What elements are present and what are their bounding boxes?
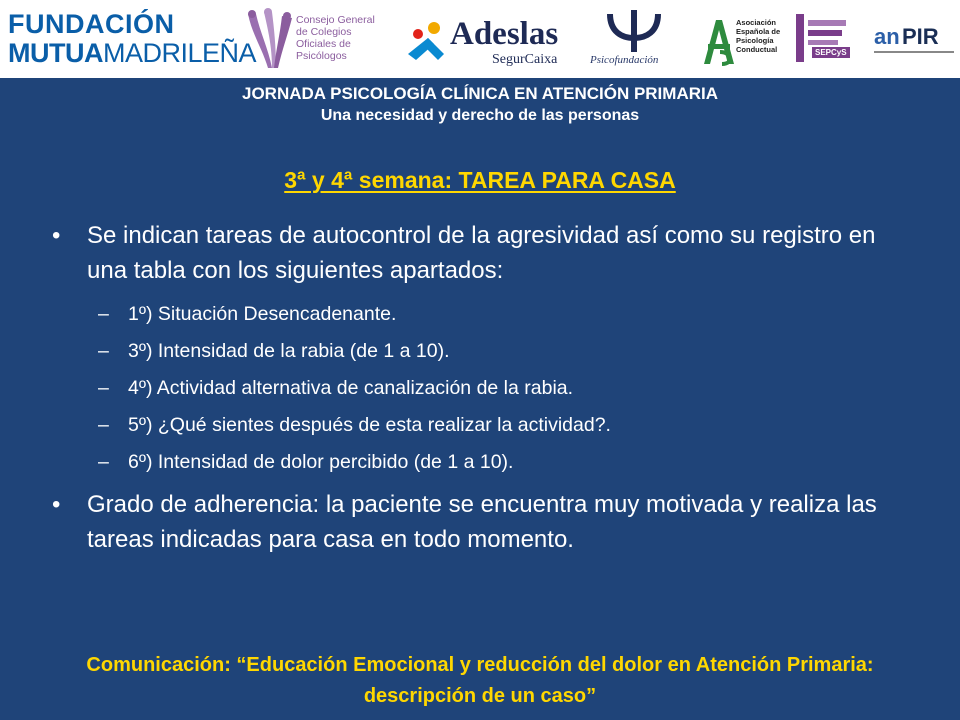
sub-list-item	[52, 444, 912, 481]
dash-icon: –	[98, 303, 109, 325]
anpir-subtitle-icon	[874, 50, 954, 54]
bullet-dot-icon: •	[52, 222, 61, 249]
anpir-an: an	[874, 24, 900, 49]
dash-icon: –	[98, 340, 109, 362]
section-title	[0, 167, 960, 194]
sub-item-text: 1º) Situación Desencadenante.	[128, 303, 397, 325]
psicofundacion-logo	[588, 8, 680, 72]
slide-content	[52, 218, 912, 557]
sub-list	[52, 296, 912, 481]
footer-communication	[0, 650, 960, 712]
colegio-logo-text: Consejo General de Colegios Oficiales de Psicólogos	[296, 14, 375, 62]
sub-list-item	[52, 407, 912, 444]
colegio-psicologos-logo	[242, 8, 382, 70]
adeslas-logo	[402, 12, 580, 68]
bullet-item	[52, 218, 912, 288]
bullet-text: Se indican tareas de autocontrol de la agresividad así como su registro en una tabla con los siguientes apartados:	[87, 222, 876, 284]
psicofundacion-text: Psicofundación	[590, 54, 659, 66]
colegio-emblem-icon	[242, 8, 298, 70]
footer-line-2: descripción de un caso”	[363, 685, 597, 707]
adeslas-name: Adeslas	[450, 16, 559, 52]
anpir-logo	[874, 24, 956, 58]
dash-icon: –	[98, 414, 109, 436]
caixa-star-icon	[404, 20, 450, 66]
sub-item-text: 3º) Intensidad de la rabia (de 1 a 10).	[128, 340, 450, 362]
sub-list-item	[52, 370, 912, 407]
aepc-text: Asociación Española de Psicología Conductual	[736, 18, 781, 54]
event-subtitle: Una necesidad y derecho de las personas	[320, 107, 640, 124]
dash-icon: –	[98, 377, 109, 399]
sub-list-item	[52, 333, 912, 370]
aepc-emblem-icon	[700, 16, 736, 68]
footer-line-1: Comunicación: “Educación Emocional y reducción del dolor en Atención Primaria:	[86, 654, 874, 676]
fundacion-mutua-madrilena-logo	[8, 9, 257, 68]
sepcys-tag: SEPCyS	[812, 47, 850, 58]
sepcys-logo	[790, 10, 866, 70]
section-title-text: 3ª y 4ª semana: TAREA PARA CASA	[284, 167, 676, 193]
sub-item-text: 4º) Actividad alternativa de canalización de la rabia.	[128, 377, 574, 399]
bullet-item	[52, 487, 912, 557]
dash-icon: –	[98, 451, 109, 473]
event-title: JORNADA PSICOLOGÍA CLÍNICA EN ATENCIÓN PRIMARIA	[241, 84, 718, 103]
bullet-dot-icon: •	[52, 491, 61, 518]
sub-item-text: 6º) Intensidad de dolor percibido (de 1 a 10).	[128, 451, 514, 473]
anpir-pir: PIR	[902, 24, 939, 49]
sub-item-text: 5º) ¿Qué sientes después de esta realizar la actividad?.	[128, 414, 611, 436]
bullet-text: Grado de adherencia: la paciente se encuentra muy motivada y realiza las tareas indicadas para casa en todo momento.	[87, 491, 877, 553]
aepc-logo	[700, 14, 786, 68]
fundacion-logo-line1: FUNDACIÓN	[8, 9, 175, 39]
fundacion-logo-line2: MUTUAMADRILEÑA	[8, 38, 257, 68]
logo-bar	[0, 0, 960, 78]
anpir-small-print	[874, 50, 956, 55]
psi-symbol-icon	[604, 8, 664, 54]
adeslas-sub: SegurCaixa	[492, 52, 558, 67]
sub-list-item	[52, 296, 912, 333]
